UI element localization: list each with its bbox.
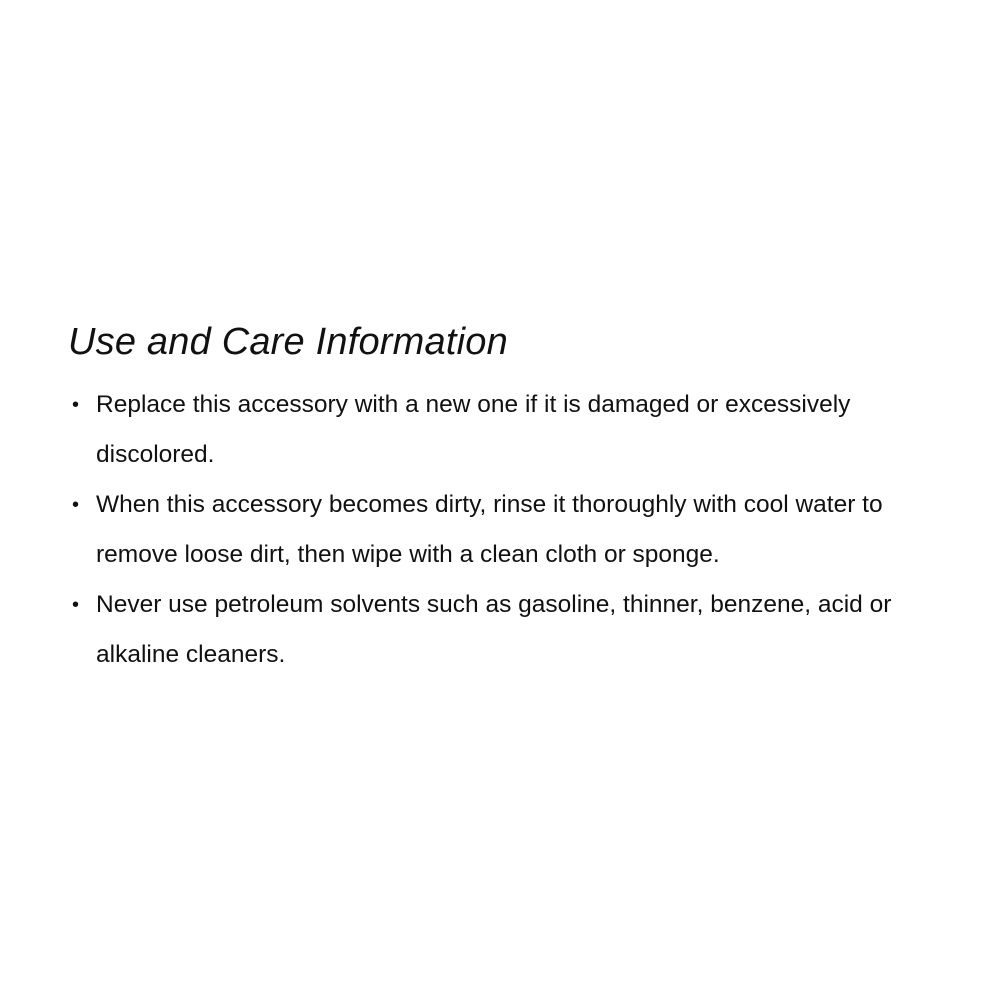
- care-list: [68, 380, 948, 680]
- care-section: [68, 318, 948, 680]
- bullet-icon: •: [72, 394, 80, 416]
- list-item: [68, 380, 948, 480]
- bullet-icon: •: [72, 594, 80, 616]
- list-item-text: When this accessory becomes dirty, rinse it thoroughly with cool water to remove loose dirt, then wipe with a clean cloth or sponge.: [96, 491, 883, 568]
- list-item-text: Replace this accessory with a new one if it is damaged or excessively discolored.: [96, 391, 851, 468]
- bullet-icon: •: [72, 494, 80, 516]
- list-item: [68, 480, 948, 580]
- list-item-text: Never use petroleum solvents such as gasoline, thinner, benzene, acid or alkaline cleaners.: [96, 591, 892, 668]
- section-title: Use and Care Information: [68, 321, 508, 363]
- list-item: [68, 580, 948, 680]
